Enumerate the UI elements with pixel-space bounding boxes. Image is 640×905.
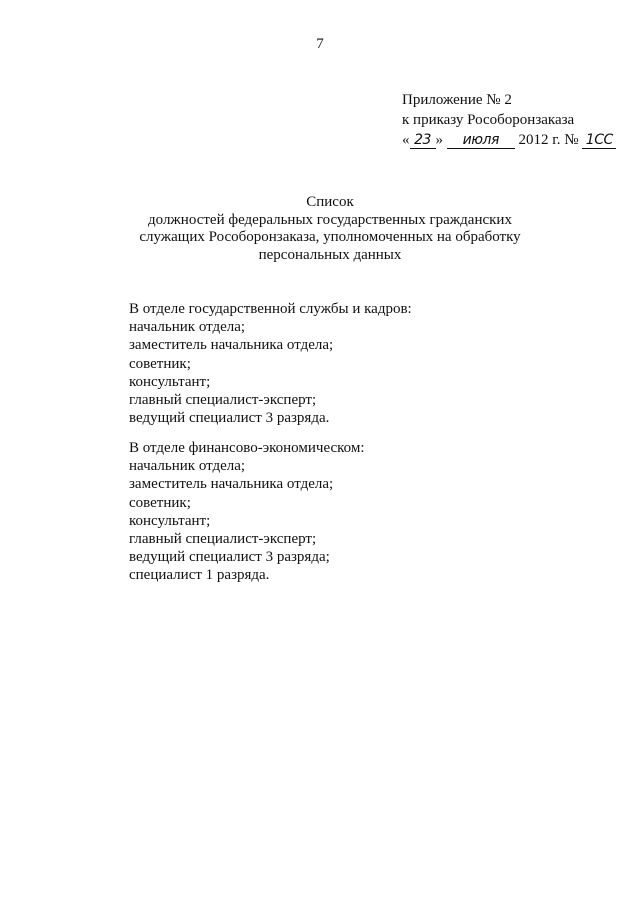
position-item: заместитель начальника отдела; xyxy=(129,476,334,493)
appendix-date-line xyxy=(402,130,616,150)
position-item: консультант; xyxy=(129,512,211,529)
title-line: персональных данных xyxy=(258,246,402,263)
section-heading: В отделе государственной службы и кадров: xyxy=(129,301,412,317)
position-item: ведущий специалист 3 разряда. xyxy=(129,410,330,427)
position-item: главный специалист-эксперт; xyxy=(129,531,317,548)
page-number: 7 xyxy=(316,36,324,52)
position-item: ведущий специалист 3 разряда; xyxy=(129,549,330,566)
appendix-label: Приложение № 2 xyxy=(402,92,512,108)
position-item: заместитель начальника отдела; xyxy=(129,337,334,354)
handwritten-day: 23 xyxy=(410,133,436,149)
section-heading: В отделе финансово-экономическом: xyxy=(129,440,365,456)
position-item: советник; xyxy=(129,355,191,372)
title-line: должностей федеральных государственных гражданских xyxy=(148,211,512,228)
section-finance-department xyxy=(129,439,365,585)
handwritten-month: июля xyxy=(447,133,515,149)
position-item: специалист 1 разряда. xyxy=(129,567,270,584)
title-heading: Список xyxy=(306,194,354,210)
year-and-number-label: 2012 г. № xyxy=(518,132,579,148)
close-quote: » xyxy=(435,132,443,148)
document-title xyxy=(80,194,580,264)
section-hr-department xyxy=(129,300,412,427)
title-line: служащих Рособоронзаказа, уполномоченных на обработку xyxy=(139,229,521,245)
position-item: главный специалист-эксперт; xyxy=(129,392,317,409)
handwritten-order-number: 1СС xyxy=(582,133,616,149)
open-quote: « xyxy=(402,132,410,148)
position-item: советник; xyxy=(129,494,191,511)
position-item: консультант; xyxy=(129,373,211,390)
position-item: начальник отдела; xyxy=(129,319,246,336)
appendix-header xyxy=(402,90,616,150)
appendix-order-reference: к приказу Рособоронзаказа xyxy=(402,112,575,128)
position-item: начальник отдела; xyxy=(129,458,246,475)
